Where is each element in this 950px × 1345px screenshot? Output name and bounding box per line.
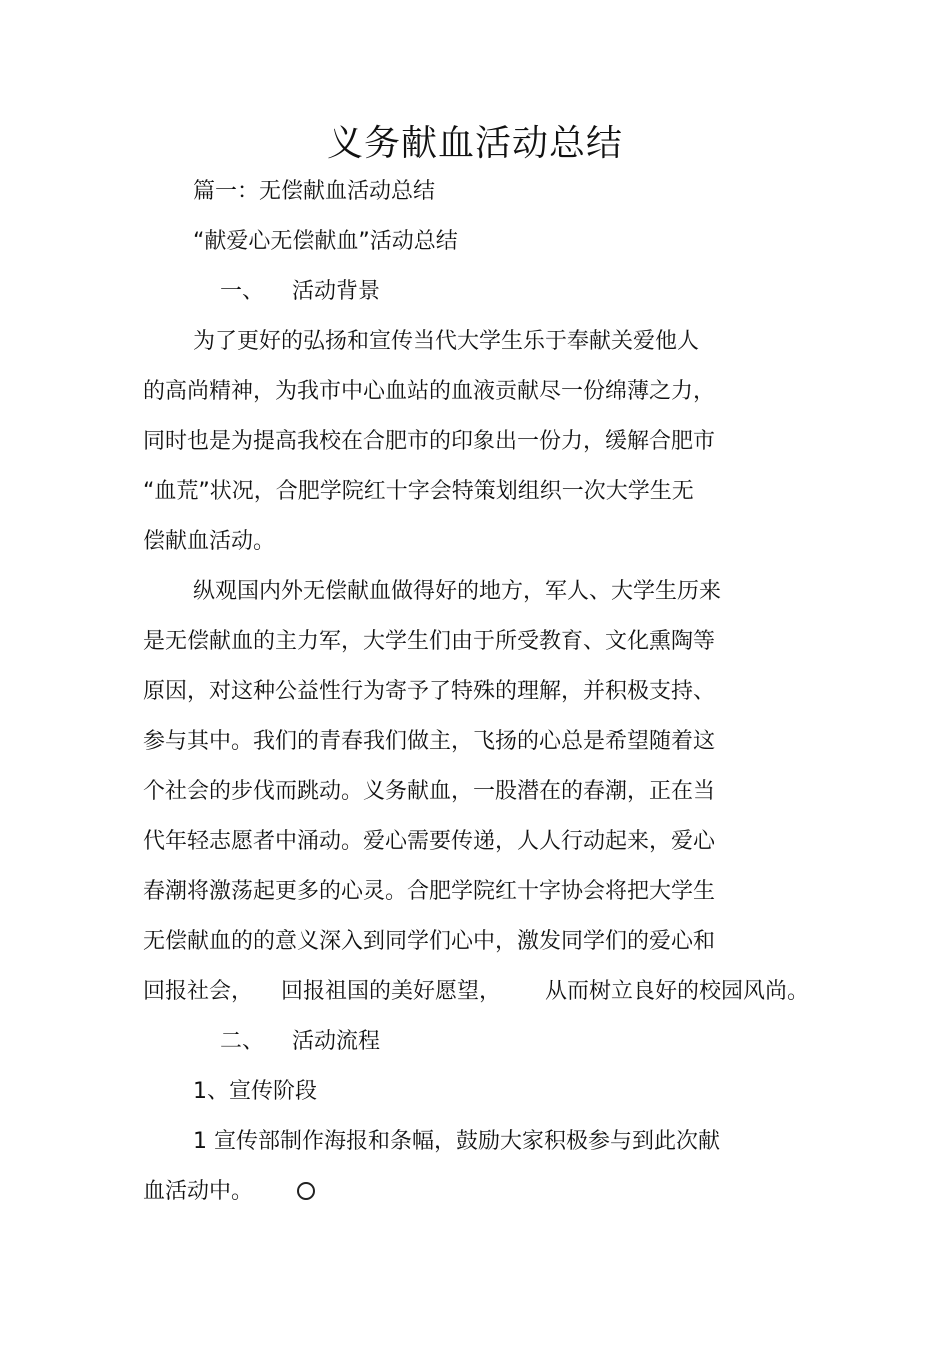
paragraph-line: 无偿献血的的意义深入到同学们心中，激发同学们的爱心和 bbox=[143, 929, 716, 954]
section-label: 活动背景 bbox=[292, 279, 381, 304]
circle-icon bbox=[297, 1182, 315, 1200]
paragraph-line: 参与其中。我们的青春我们做主，飞扬的心总是希望随着这 bbox=[143, 729, 716, 754]
document-title: 义务献血活动总结 bbox=[326, 123, 623, 164]
paragraph-line: 原因，对这种公益性行为寄予了特殊的理解，并积极支持、 bbox=[143, 679, 716, 704]
section-heading-process bbox=[220, 1027, 380, 1057]
text-segment: 回报祖国的美好愿望， bbox=[281, 979, 502, 1004]
paragraph-line: 是无偿献血的主力军，大学生们由于所受教育、文化熏陶等 bbox=[143, 629, 716, 654]
paragraph-line bbox=[143, 1177, 315, 1207]
chapter-heading: 篇一：无偿献血活动总结 bbox=[193, 179, 436, 204]
paragraph-line: 个社会的步伐而跳动。义务献血，一股潜在的春潮，正在当 bbox=[143, 779, 716, 804]
paragraph-line: “血荒”状况，合肥学院红十字会特策划组织一次大学生无 bbox=[143, 479, 694, 504]
text-segment: 血活动中。 bbox=[143, 1179, 254, 1204]
paragraph-line: 纵观国内外无偿献血做得好的地方，军人、大学生历来 bbox=[193, 579, 722, 604]
section-label: 活动流程 bbox=[292, 1029, 381, 1054]
paragraph-line-last bbox=[143, 977, 809, 1007]
paragraph-line: 同时也是为提高我校在合肥市的印象出一份力，缓解合肥市 bbox=[143, 429, 716, 454]
paragraph-line: 代年轻志愿者中涌动。爱心需要传递，人人行动起来，爱心 bbox=[143, 829, 716, 854]
subtitle-heading: “献爱心无偿献血”活动总结 bbox=[193, 229, 458, 254]
text-segment: 回报社会， bbox=[143, 979, 254, 1004]
paragraph-line: 为了更好的弘扬和宣传当代大学生乐于奉献关爱他人 bbox=[193, 329, 700, 354]
stage-heading: 1、宣传阶段 bbox=[193, 1079, 317, 1104]
section-heading-background bbox=[220, 277, 380, 307]
section-number: 一、 bbox=[220, 279, 265, 304]
section-number: 二、 bbox=[220, 1029, 265, 1054]
text-segment: 从而树立良好的校园风尚。 bbox=[545, 979, 810, 1004]
paragraph-line: 偿献血活动。 bbox=[143, 529, 276, 554]
paragraph-line: 的高尚精神，为我市中心血站的血液贡献尽一份绵薄之力， bbox=[143, 379, 716, 404]
paragraph-line: 春潮将激荡起更多的心灵。合肥学院红十字协会将把大学生 bbox=[143, 879, 716, 904]
paragraph-line: 1 宣传部制作海报和条幅，鼓励大家积极参与到此次献 bbox=[193, 1129, 720, 1154]
